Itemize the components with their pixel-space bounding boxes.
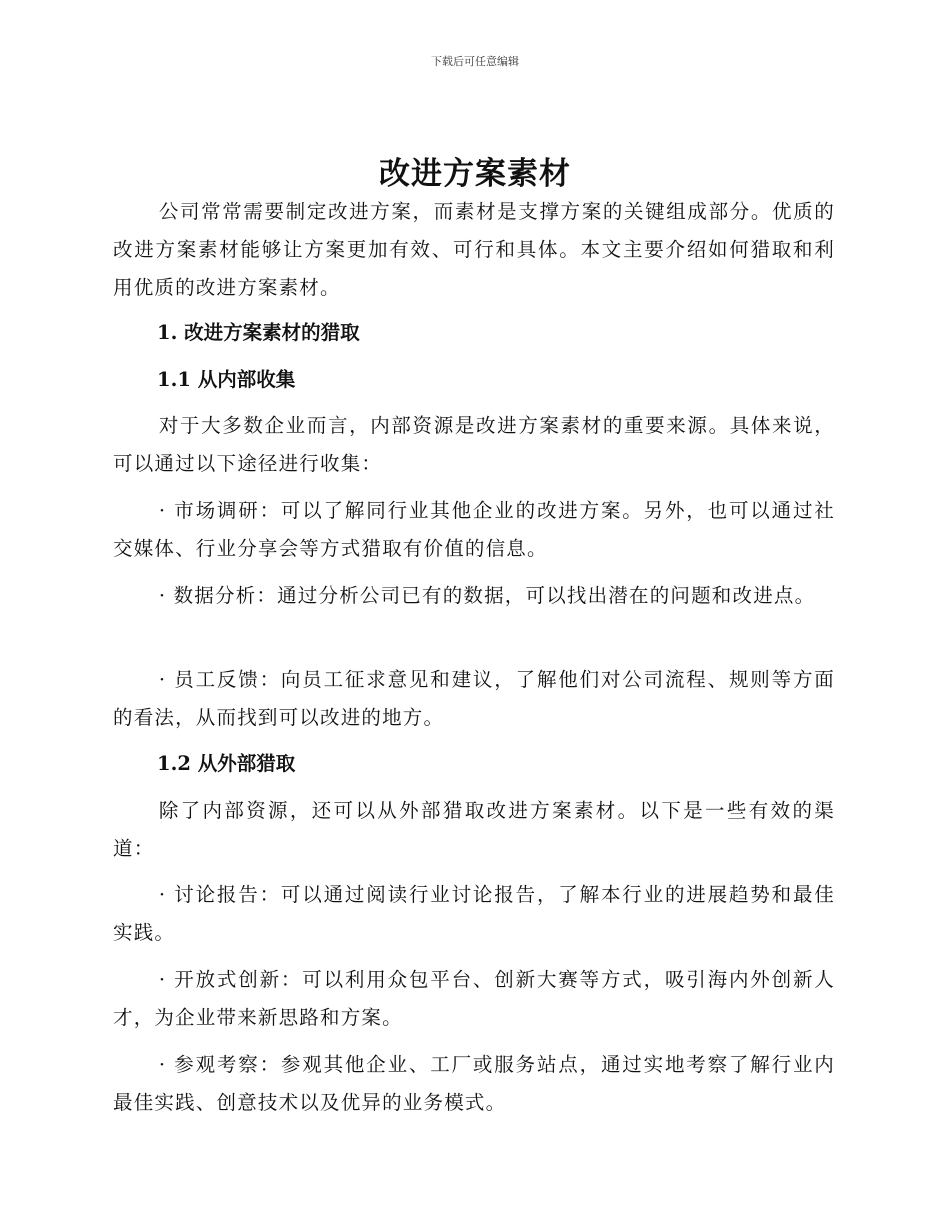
section-1-2-heading: 1.2 从外部猎取 <box>157 752 296 775</box>
page-title: 改进方案素材 <box>379 156 571 192</box>
section-1-1-heading: 1.1 从内部收集 <box>157 368 296 391</box>
list-item-market-research: · 市场调研：可以了解同行业其他企业的改进方案。另外，也可以通过社交媒体、行业分享会等方式猎取有价值的信息。 <box>113 499 835 560</box>
section-1-heading: 1. 改进方案素材的猎取 <box>157 321 360 344</box>
list-item-open-innovation: · 开放式创新：可以利用众包平台、创新大赛等方式，吸引海内外创新人才，为企业带来新思路和方案。 <box>113 968 835 1029</box>
list-item-site-visits: · 参观考察：参观其他企业、工厂或服务站点，通过实地考察了解行业内最佳实践、创意技术以及优异的业务模式。 <box>113 1053 835 1114</box>
list-item-employee-feedback: · 员工反馈：向员工征求意见和建议，了解他们对公司流程、规则等方面的看法，从而找到可以改进的地方。 <box>113 668 835 729</box>
section-1-1-intro: 对于大多数企业而言，内部资源是改进方案素材的重要来源。具体来说，可以通过以下途径进行收集： <box>113 414 835 475</box>
list-item-data-analysis: · 数据分析：通过分析公司已有的数据，可以找出潜在的问题和改进点。 <box>158 584 816 607</box>
list-item-reports: · 讨论报告：可以通过阅读行业讨论报告，了解本行业的进展趋势和最佳实践。 <box>113 883 835 944</box>
intro-paragraph: 公司常常需要制定改进方案，而素材是支撑方案的关键组成部分。优质的改进方案素材能够让方案更加有效、可行和具体。本文主要介绍如何猎取和利用优质的改进方案素材。 <box>113 200 835 299</box>
section-1-2-intro: 除了内部资源，还可以从外部猎取改进方案素材。以下是一些有效的渠道： <box>113 799 835 860</box>
header-note: 下载后可任意编辑 <box>431 55 519 68</box>
